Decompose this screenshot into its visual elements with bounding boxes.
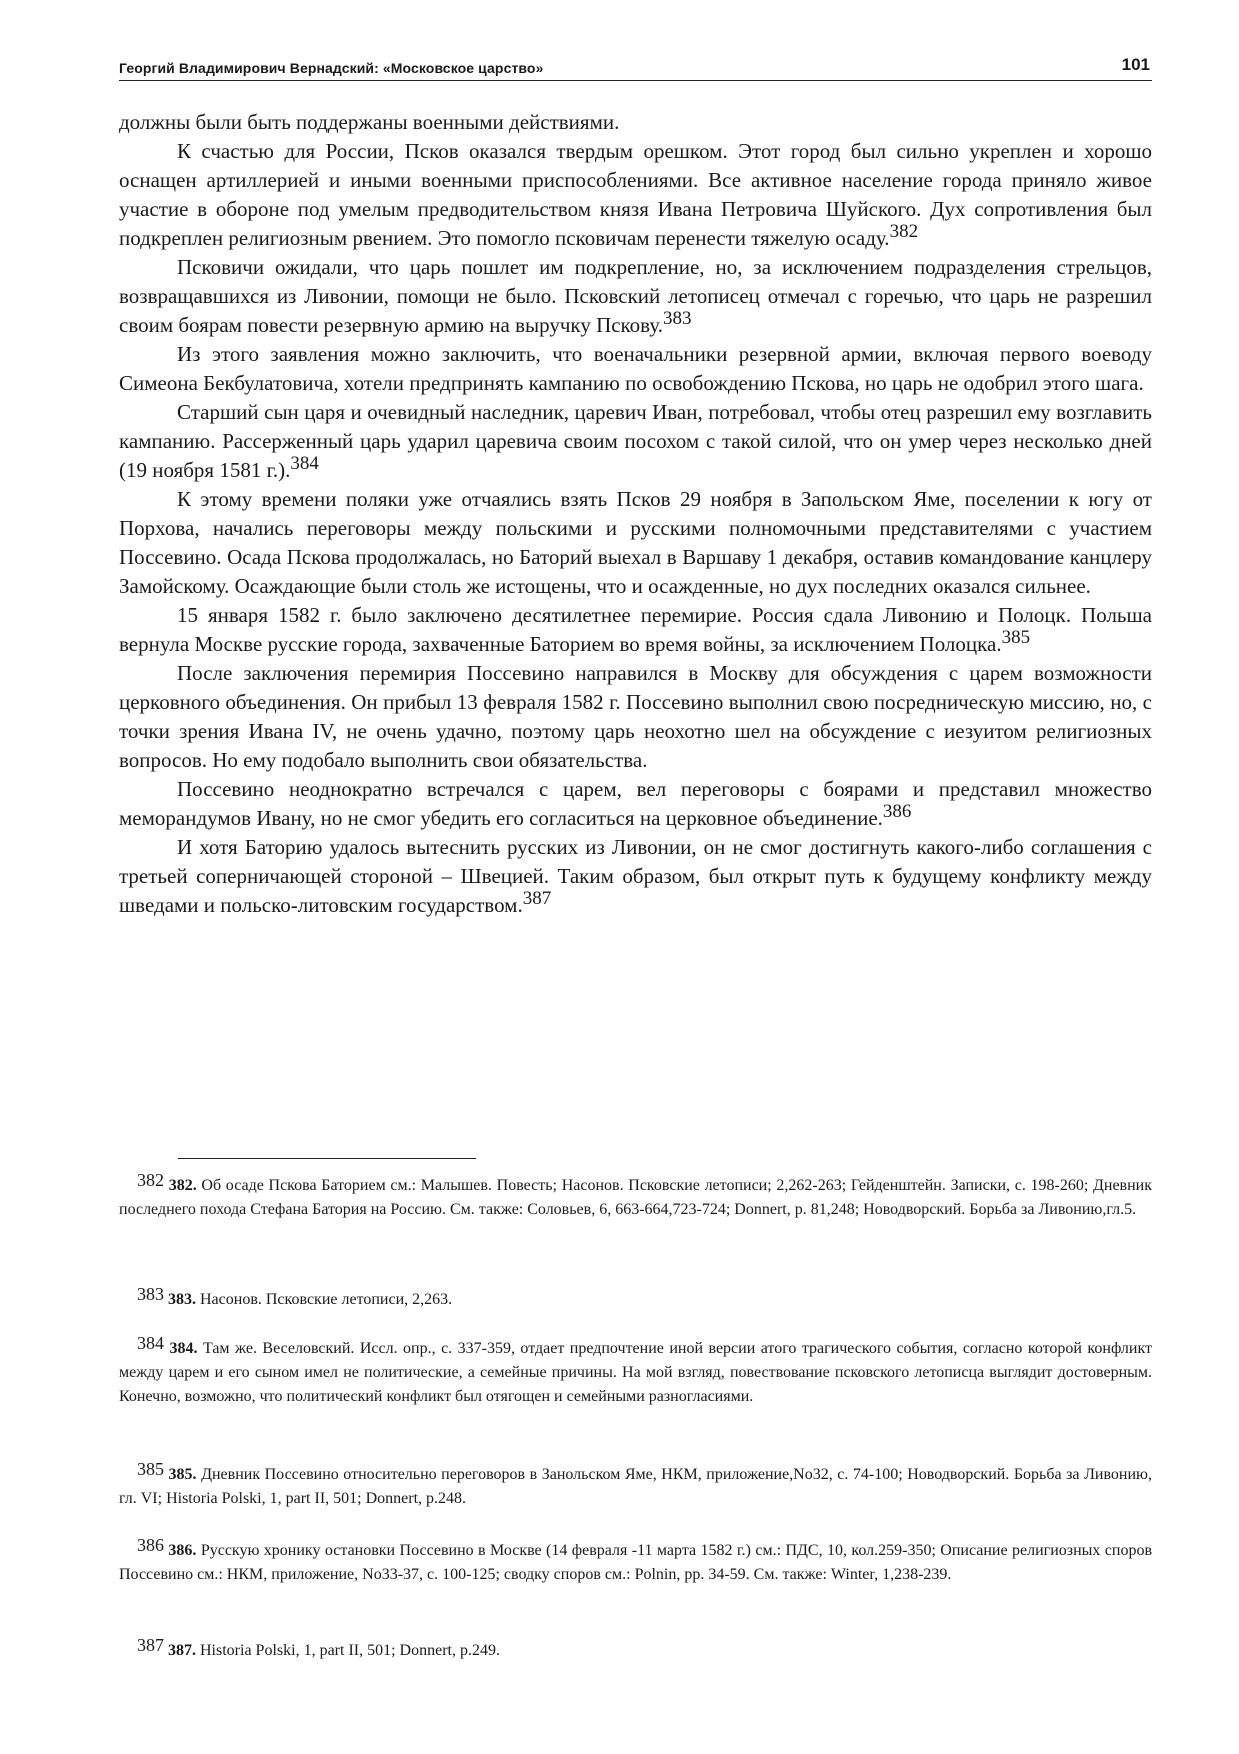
paragraph-text: К этому времени поляки уже отчаялись взять Псков 29 ноября в Запольском Яме, поселении к югу от Порхова, начались переговоры между польскими и русскими полномочными представителями с участием Поссевино. Осада Пскова продолжалась, но Баторий выехал в Варшаву 1 декабря, оставив командование канцлеру Замойскому. Осаждающие были столь же истощены, что и осажденные, но дух последних оказался сильнее. <box>119 487 1152 598</box>
footnote-number: 383. <box>168 1291 196 1308</box>
paragraph-text: Поссевино неоднократно встречался с царем, вел переговоры с боярами и представил множество меморандумов Ивану, но не смог убедить его согласиться на церковное объединение. <box>119 777 1152 830</box>
paragraph <box>119 253 1152 340</box>
footnote-text: Насонов. Псковские летописи, 2,263. <box>200 1291 453 1308</box>
footnote-mark: 384 <box>137 1333 164 1353</box>
paragraph <box>119 601 1152 659</box>
main-text <box>119 108 1152 920</box>
footnote-mark: 383 <box>137 1284 164 1304</box>
running-header-title: Георгий Владимирович Вернадский: «Московское царство» <box>119 60 544 76</box>
footnote-divider <box>178 1158 476 1159</box>
footnote-mark: 386 <box>137 1535 164 1555</box>
footnote-number: 386. <box>168 1542 197 1559</box>
page-number: 101 <box>1121 55 1150 74</box>
paragraph <box>119 775 1152 833</box>
footnote-text: Дневник Поссевино относительно переговоров в Занольском Яме, НКМ, приложение,No32, с. 74-100; Новодворский. Борьба за Ливонию, гл. VI; Historia Polski, 1, part II, 501; Donnert, p.248. <box>119 1466 1152 1507</box>
paragraph-text: К счастью для России, Псков оказался твердым орешком. Этот город был сильно укреплен и хорошо оснащен артиллерией и иными военными приспособлениями. Все активное население города приняло живое участие в обороне под умелым предводительством князя Ивана Петровича Шуйского. Дух сопротивления был подкреплен религиозным рвением. Это помогло псковичам перенести тяжелую осаду. <box>119 139 1152 250</box>
paragraph-text: Из этого заявления можно заключить, что военачальники резервной армии, включая первого воеводу Симеона Бекбулатовича, хотели предпринять кампанию по освобождению Пскова, но царь не одобрил этого шага. <box>119 342 1152 395</box>
footnote-385 <box>119 1457 1152 1511</box>
footnote-reference[interactable]: 382 <box>889 221 919 242</box>
footnote-text: Historia Polski, 1, part II, 501; Donnert, p.249. <box>200 1642 500 1659</box>
paragraph <box>119 398 1152 485</box>
footnote-mark: 387 <box>137 1635 164 1655</box>
footnote-387 <box>119 1633 1152 1663</box>
footnote-reference[interactable]: 383 <box>663 308 692 329</box>
footnote-reference[interactable]: 387 <box>522 888 552 909</box>
footnote-reference[interactable]: 384 <box>290 453 319 474</box>
paragraph-text: 15 января 1582 г. было заключено десятилетнее перемирие. Россия сдала Ливонию и Полоцк. Польша вернула Москве русские города, захваченные Баторием во время войны, за исключением Полоцка. <box>119 603 1152 656</box>
footnote-number: 387. <box>168 1642 196 1659</box>
footnote-number: 382. <box>168 1177 197 1194</box>
paragraph-text: должны были быть поддержаны военными действиями. <box>119 110 620 134</box>
footnote-number: 385. <box>168 1466 197 1483</box>
footnote-382 <box>119 1168 1152 1222</box>
footnote-mark: 382 <box>137 1170 164 1190</box>
paragraph <box>119 108 1152 137</box>
footnote-text: Там же. Веселовский. Иссл. опр., с. 337-359, отдает предпочтение иной версии атого трагического события, согласно которой конфликт между царем и его сыном имел не политические, а семейные причины. На мой взгляд, повествование псковского летописца выглядит достоверным. Конечно, возможно, что политический конфликт был отягощен и семейными разногласиями. <box>119 1340 1153 1405</box>
paragraph <box>119 485 1152 601</box>
paragraph <box>119 137 1152 253</box>
paragraph-text: И хотя Баторию удалось вытеснить русских из Ливонии, он не смог достигнуть какого-либо соглашения с третьей соперничающей стороной – Швецией. Таким образом, был открыт путь к будущему конфликту между шведами и польско-литовским государством. <box>119 835 1152 917</box>
footnote-text: Об осаде Пскова Баторием см.: Малышев. Повесть; Насонов. Псковские летописи; 2,262-263; Гейденштейн. Записки, с. 198-260; Дневник последнего похода Стефана Батория на Россию. См. также: Соловьев, 6, 663-664,723-724; Donnert, p. 81,248; Новодворский. Борьба за Ливонию,гл.5. <box>119 1177 1153 1218</box>
paragraph <box>119 659 1152 775</box>
footnote-reference[interactable]: 385 <box>1001 627 1031 648</box>
footnote-number: 384. <box>169 1340 198 1357</box>
paragraph-text: Старший сын царя и очевидный наследник, царевич Иван, потребовал, чтобы отец разрешил ему возглавить кампанию. Рассерженный царь ударил царевича своим посохом с такой силой, что он умер через несколько дней (19 ноября 1581 г.). <box>119 400 1152 482</box>
footnote-text: Русскую хронику остановки Поссевино в Москве (14 февраля -11 марта 1582 г.) см.: ПДС, 10, кол.259-350; Описание религиозных споров Поссевино см.: НКМ, приложение, No33-37, с. 100-125; сводку споров см.: Polnin, pp. 34-59. См. также: Winter, 1,238-239. <box>119 1542 1153 1583</box>
paragraph <box>119 833 1152 920</box>
footnote-reference[interactable]: 386 <box>882 801 912 822</box>
footnote-384 <box>119 1331 1152 1409</box>
footnote-383 <box>119 1282 1152 1312</box>
paragraph-text: После заключения перемирия Поссевино направился в Москву для обсуждения с царем возможности церковного объединения. Он прибыл 13 февраля 1582 г. Поссевино выполнил свою посредническую миссию, но, с точки зрения Ивана IV, не очень удачно, поэтому царь неохотно шел на обсуждение с иезуитом религиозных вопросов. Но ему подобало выполнить свои обязательства. <box>119 661 1152 772</box>
paragraph-text: Псковичи ожидали, что царь пошлет им подкрепление, но, за исключением подразделения стрельцов, возвращавшихся из Ливонии, помощи не было. Псковский летописец отмечал с горечью, что царь не разрешил своим боярам повести резервную армию на выручку Пскову. <box>119 255 1152 337</box>
paragraph <box>119 340 1152 398</box>
footnote-mark: 385 <box>137 1459 164 1479</box>
footnote-386 <box>119 1533 1152 1587</box>
running-header <box>119 54 1152 81</box>
